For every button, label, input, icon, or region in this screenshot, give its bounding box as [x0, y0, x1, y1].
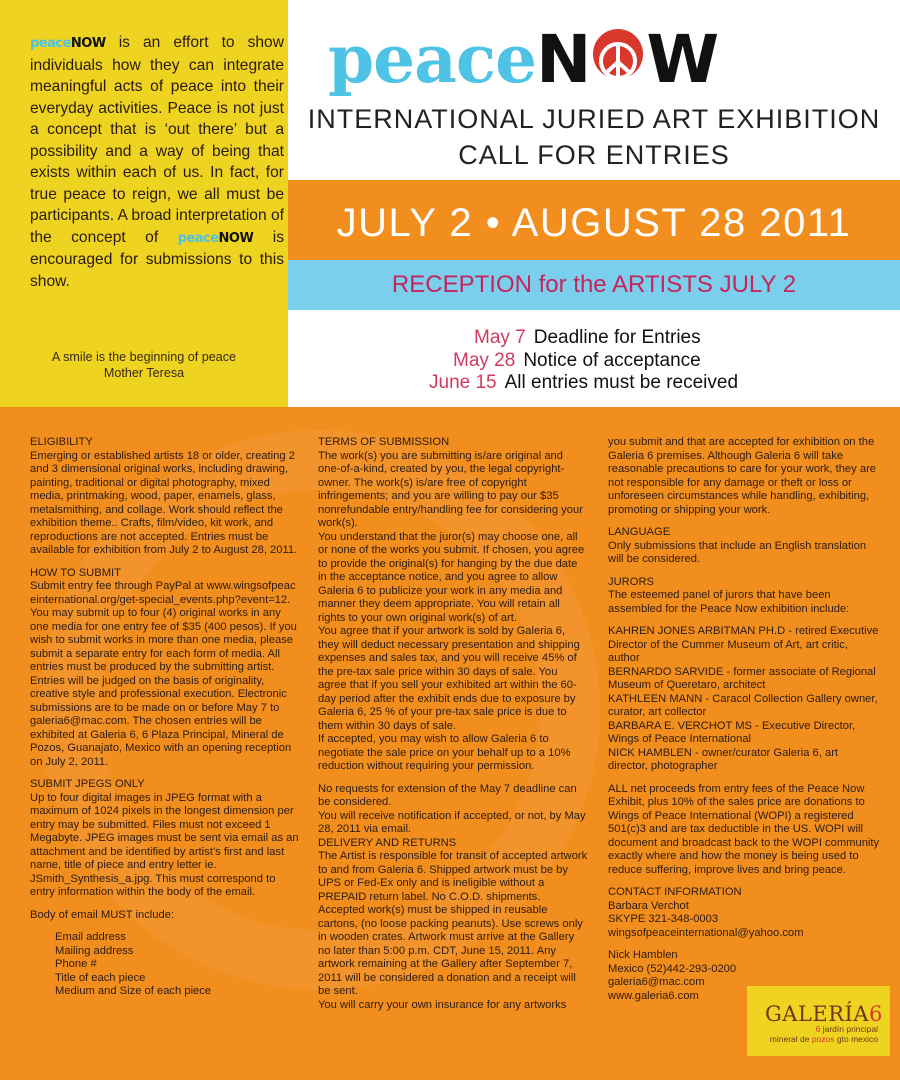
- delivery-text: The Artist is responsible for transit of accepted artwork to and from Galeria 6. Shipped artwork must be by UPS or Fed-Ex only and is ineligible without a PREPAID return label. No C.O.D. shipments. Accepted work(s) must be shipped in reusable cartons, (no loose packing peanuts). Use screws only in wooden crates. Artwork must arrive at the Gallery no later than 5:00 p.m. CDT, June 15, 2011. Any artwork remaining at the Gallery after September 7, 2011 will be considered a donation and a receipt will be sent.: [318, 850, 588, 997]
- dates-banner: [288, 180, 900, 260]
- exhibition-dates: JULY 2 • AUGUST 28 2011: [336, 201, 852, 245]
- terms-text: You will receive notification if accepted, or not, by May 28, 2011 via email.: [318, 809, 586, 835]
- submit-jpegs-text: Up to four digital images in JPEG format with a maximum of 1024 pixels in the longest dimension per entry may be submitted. Files must not exceed 1 Megabyte. JPEG images must be sent via email as an attachment and be identified by artist’s first and last name, title of piece and entry letter ie. JSmith_Synthesis_a.jpg. This must correspond to entry information within the body of the email.: [30, 791, 299, 898]
- galeria-address: 6 jardín principal mineral de pozos gto mexico: [769, 1024, 878, 1044]
- peacenow-inline-logo-2: peaceNOW: [177, 230, 254, 246]
- intro-text: peaceNOW is an effort to show individuals how they can integrate meaningful acts of peace into their everyday activities. Peace is not just a concept that is ‘out there’ but a possibility and a way of being that exists within each of us. In fact, for true peace to reign, we all must be participants. A broad interpretation of the concept of peaceNOW is encouraged for submissions to this show.: [30, 34, 284, 290]
- peacenow-inline-logo: peaceNOW: [30, 36, 106, 51]
- column-terms: [318, 436, 588, 1012]
- quote-author: Mother Teresa: [103, 366, 185, 380]
- list-item: Phone #: [55, 958, 97, 970]
- juror-item: NICK HAMBLEN - owner/curator Galeria 6, art director, photographer: [608, 746, 839, 772]
- column-eligibility: [30, 436, 300, 999]
- quote-text: A smile is the beginning of peace: [51, 350, 237, 364]
- list-item: Title of each piece: [55, 971, 146, 984]
- continued-text: you submit and that are accepted for exhibition on the Galeria 6 premises. Although Galeria 6 will take reasonable precautions to care for your work, they are not responsible for any damage or theft or loss or unforeseen circumstances while handling, exhibiting, promoting or shipping your work.: [608, 436, 877, 516]
- galeria-logo: [747, 986, 890, 1056]
- email-body-intro: Body of email MUST include:: [30, 908, 175, 921]
- terms-text: You understand that the juror(s) may choose one, all or none of the works you submit. If chosen, you agree to provide the original(s) for hanging by the due date in the acceptance notice, and you agree to allow Galeria 6 to publicize your work in any media and manner they deem appropriate. You will retain all rights to your own original work(s) of art.: [318, 530, 585, 624]
- list-item: Medium and Size of each piece: [55, 985, 212, 997]
- list-item: Mailing address: [55, 944, 134, 957]
- terms-text: If accepted, you may wish to allow Galeria 6 to negotiate the sale price on your behalf up to a 10% reduction without requiring your permission.: [318, 733, 571, 772]
- deadline-item: May 7 Deadline for Entries: [474, 327, 701, 348]
- juror-item: KAHREN JONES ARBITMAN PH.D - retired Executive Director of the Cummer Museum of Art, art critic, author: [608, 625, 879, 664]
- proceeds-text: ALL net proceeds from entry fees of the Peace Now Exhibit, plus 10% of the sales price are donations to Wings of Peace International (WOPI) a registered 501(c)3 and are tax deductible in the US. WOPI will document and broadcast back to the WOPI community exactly where and how the money is being used to reduce suffering, improve lives and bring peace.: [608, 782, 880, 876]
- juror-item: BARBARA E. VERCHOT MS - Executive Director, Wings of Peace International: [608, 719, 856, 745]
- heading-language: LANGUAGE: [608, 526, 671, 538]
- terms-text: The work(s) you are submitting is/are original and one-of-a-kind, created by you, the legal copyright-owner. The work(s) is/are free of copyright infringements; and you are willing to pay our $35 nonrefundable entry/handling fee for considering your work(s).: [318, 449, 583, 529]
- heading-submit-jpegs: SUBMIT JPEGS ONLY: [30, 778, 145, 790]
- heading-jurors: JURORS: [608, 575, 654, 588]
- eligibility-text: Emerging or established artists 18 or older, creating 2 and 3 dimensional original works, including drawing, painting, traditional or digital photography, mixed media, printmaking, wood, paper, enamels, glass, metalsmithing, and collage. Work should reflect the exhibition theme.. Crafts, film/video, kit work, and reproductions are not accepted. Entries must be available for exhibition from July 2 to August 28, 2011.: [30, 449, 298, 556]
- deadline-item: May 28 Notice of acceptance: [453, 350, 701, 371]
- contact-line: Barbara Verchot: [608, 899, 689, 912]
- reception-text: RECEPTION for the ARTISTS JULY 2: [391, 271, 797, 298]
- heading-contact: CONTACT INFORMATION: [608, 886, 742, 898]
- language-text: Only submissions that include an English translation will be considered.: [608, 539, 867, 565]
- terms-text: You agree that if your artwork is sold by Galeria 6, they will deduct necessary presentation and shipping expenses and sales tax, and you will receive 45% of the pre-tax sale price within 30 days of sale. You agree that if you sell your exhibited art within the 60-day period after the exhibit ends due to exposure by Galeria 6, 25 % of your pre-tax sale price is due to them within 30 days of sale.: [318, 625, 580, 732]
- contact-line: Nick Hamblen: [608, 949, 678, 961]
- contact-line: wingsofpeaceinternational@yahoo.com: [608, 926, 804, 939]
- peacenow-logo: peaceN W: [328, 20, 719, 98]
- juror-item: KATHLEEN MANN - Caracol Collection Gallery owner, curator, art collector: [608, 692, 878, 718]
- exhibition-title: INTERNATIONAL JURIED ART EXHIBITION: [307, 104, 881, 134]
- call-for-entries: CALL FOR ENTRIES: [458, 140, 730, 170]
- heading-how-to-submit: HOW TO SUBMIT: [30, 566, 121, 579]
- column-jurors: [608, 436, 880, 1003]
- contact-line: SKYPE 321-348-0003: [608, 913, 719, 925]
- heading-eligibility: ELIGIBILITY: [30, 436, 93, 448]
- quote: [0, 349, 288, 381]
- reception-banner: [288, 260, 900, 310]
- peace-sign-icon: [593, 29, 643, 79]
- galeria-name: GALERÍA6: [765, 1002, 883, 1026]
- delivery-text-2: You will carry your own insurance for any artworks: [318, 998, 567, 1011]
- intro-panel: [0, 0, 288, 407]
- list-item: Email address: [55, 931, 126, 943]
- header: [288, 0, 900, 180]
- terms-text: No requests for extension of the May 7 deadline can be considered.: [318, 782, 577, 808]
- heading-terms: TERMS OF SUBMISSION: [318, 436, 450, 448]
- contact-line: galeria6@mac.com: [608, 976, 705, 988]
- how-to-submit-text-2: You may submit up to four (4) original works in any one media for one entry fee of $35 (400 pesos). If you wish to submit works in more than one media, please submit a separate entry for each form of media. All entries must be produced by the submitting artist. Entries will be judged on the basis of originality, creative style and professional execution. Electronic submissions are to be made on or before May 7 to galeria6@mac.com. The chosen entries will be exhibited at Galeria 6, 6 Plaza Principal, Mineral de Pozos, Guanajato, Mexico with an opening reception on July 2, 2011.: [30, 607, 297, 768]
- deadlines: [288, 310, 900, 407]
- heading-delivery: DELIVERY AND RETURNS: [318, 836, 457, 849]
- contact-line: Mexico (52)442-293-0200: [608, 962, 737, 975]
- how-to-submit-text: Submit entry fee through PayPal at www.wingsofpeaceinternational.org/get-special_events.php?event=12.: [30, 580, 296, 606]
- deadline-item: June 15 All entries must be received: [429, 372, 739, 393]
- jurors-intro: The esteemed panel of jurors that have been assembled for the Peace Now exhibition include:: [608, 589, 850, 615]
- contact-line: www.galeria6.com: [608, 989, 699, 1002]
- juror-item: BERNARDO SARVIDE - former associate of Regional Museum of Queretaro, architect: [608, 665, 876, 691]
